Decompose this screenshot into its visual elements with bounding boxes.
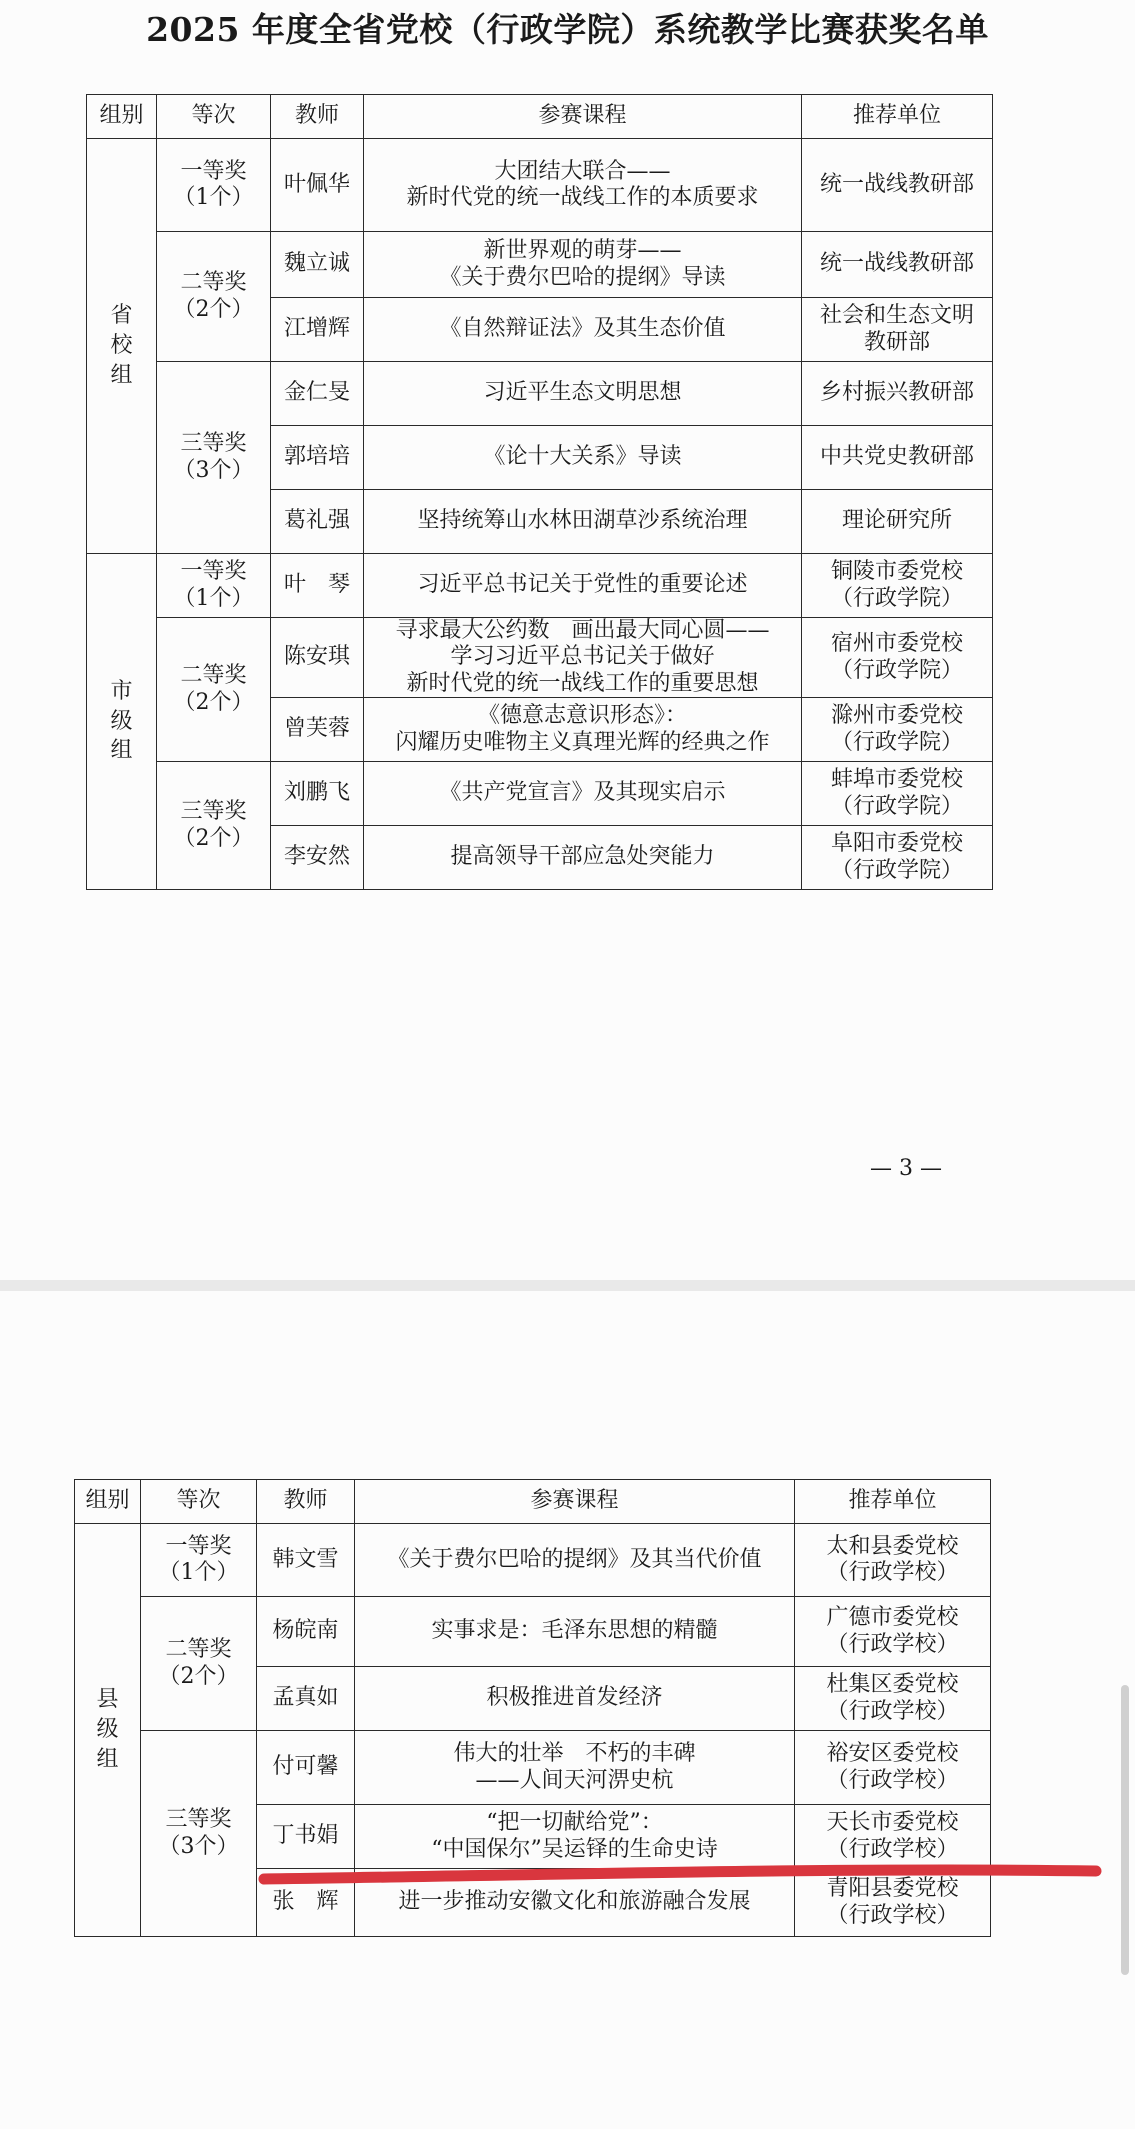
header-group: 组别 (87, 95, 157, 139)
course-cell: 提高领导干部应急处突能力 (364, 826, 802, 890)
table-row (87, 618, 993, 698)
teacher-cell: 孟真如 (257, 1667, 355, 1731)
table-row (75, 1731, 991, 1805)
course-cell: 伟大的壮举 不朽的丰碑 ——人间天河淠史杭 (355, 1731, 795, 1805)
course-cell: 《德意志意识形态》： 闪耀历史唯物主义真理光辉的经典之作 (364, 698, 802, 762)
teacher-cell: 金仁旻 (271, 362, 364, 426)
rank-cell: 一等奖 （1个） (157, 139, 271, 232)
unit-cell: 理论研究所 (802, 490, 993, 554)
unit-cell: 太和县委党校 （行政学校） (795, 1524, 991, 1597)
unit-cell: 社会和生态文明 教研部 (802, 298, 993, 362)
course-cell: 寻求最大公约数 画出最大同心圆—— 学习习近平总书记关于做好 新时代党的统一战线工作的重要思想 (364, 618, 802, 698)
course-cell: 《共产党宣言》及其现实启示 (364, 762, 802, 826)
unit-cell: 青阳县委党校 （行政学校） (795, 1869, 991, 1937)
unit-cell: 中共党史教研部 (802, 426, 993, 490)
teacher-cell: 葛礼强 (271, 490, 364, 554)
unit-cell: 铜陵市委党校 （行政学院） (802, 554, 993, 618)
unit-cell: 裕安区委党校 （行政学校） (795, 1731, 991, 1805)
unit-cell: 阜阳市委党校 （行政学院） (802, 826, 993, 890)
header-rank: 等次 (157, 95, 271, 139)
teacher-cell: 陈安琪 (271, 618, 364, 698)
scrollbar-thumb[interactable] (1121, 1685, 1129, 1975)
award-table-page-2 (74, 1479, 991, 1937)
course-cell: 大团结大联合—— 新时代党的统一战线工作的本质要求 (364, 139, 802, 232)
teacher-cell: 丁书娟 (257, 1805, 355, 1869)
header-teacher: 教师 (271, 95, 364, 139)
table-header-row (75, 1480, 991, 1524)
course-cell: 实事求是：毛泽东思想的精髓 (355, 1597, 795, 1667)
table-row (75, 1597, 991, 1667)
header-course: 参赛课程 (355, 1480, 795, 1524)
teacher-cell: 江增辉 (271, 298, 364, 362)
table-header-row (87, 95, 993, 139)
course-cell: 积极推进首发经济 (355, 1667, 795, 1731)
unit-cell: 蚌埠市委党校 （行政学院） (802, 762, 993, 826)
group-label: 省校组 (110, 303, 133, 388)
unit-cell: 统一战线教研部 (802, 232, 993, 298)
teacher-cell: 叶 琴 (271, 554, 364, 618)
award-table-page-1 (86, 94, 993, 890)
table-row (87, 139, 993, 232)
unit-cell: 滁州市委党校 （行政学院） (802, 698, 993, 762)
course-cell: 《论十大关系》导读 (364, 426, 802, 490)
course-cell: 坚持统筹山水林田湖草沙系统治理 (364, 490, 802, 554)
course-cell: 新世界观的萌芽—— 《关于费尔巴哈的提纲》导读 (364, 232, 802, 298)
teacher-cell: 李安然 (271, 826, 364, 890)
group-cell (87, 554, 157, 890)
page-number: — 3 — (870, 1156, 942, 1181)
unit-cell: 广德市委党校 （行政学校） (795, 1597, 991, 1667)
rank-cell: 二等奖 （2个） (141, 1597, 257, 1731)
table-row (87, 232, 993, 298)
header-rank: 等次 (141, 1480, 257, 1524)
teacher-cell: 魏立诚 (271, 232, 364, 298)
table-row (87, 762, 993, 826)
document-title: 2025 年度全省党校（行政学院）系统教学比赛获奖名单 (146, 10, 989, 49)
teacher-cell: 曾芙蓉 (271, 698, 364, 762)
course-cell: 进一步推动安徽文化和旅游融合发展 (355, 1869, 795, 1937)
group-cell (87, 139, 157, 554)
group-label: 县级组 (96, 1687, 119, 1772)
header-course: 参赛课程 (364, 95, 802, 139)
course-cell: 习近平生态文明思想 (364, 362, 802, 426)
header-teacher: 教师 (257, 1480, 355, 1524)
teacher-cell: 刘鹏飞 (271, 762, 364, 826)
course-cell: 《自然辩证法》及其生态价值 (364, 298, 802, 362)
unit-cell: 统一战线教研部 (802, 139, 993, 232)
header-group: 组别 (75, 1480, 141, 1524)
group-label: 市级组 (110, 679, 133, 764)
unit-cell: 乡村振兴教研部 (802, 362, 993, 426)
table-row (75, 1524, 991, 1597)
page-gap (0, 1280, 1135, 1291)
teacher-cell: 付可馨 (257, 1731, 355, 1805)
unit-cell: 宿州市委党校 （行政学院） (802, 618, 993, 698)
teacher-cell: 韩文雪 (257, 1524, 355, 1597)
header-unit: 推荐单位 (795, 1480, 991, 1524)
teacher-cell: 张 辉 (257, 1869, 355, 1937)
rank-cell: 二等奖 （2个） (157, 232, 271, 362)
teacher-cell: 叶佩华 (271, 139, 364, 232)
course-cell: 《关于费尔巴哈的提纲》及其当代价值 (355, 1524, 795, 1597)
rank-cell: 一等奖 （1个） (157, 554, 271, 618)
table-row (87, 362, 993, 426)
rank-cell: 一等奖 （1个） (141, 1524, 257, 1597)
rank-cell: 三等奖 （3个） (157, 362, 271, 554)
rank-cell: 二等奖 （2个） (157, 618, 271, 762)
teacher-cell: 杨皖南 (257, 1597, 355, 1667)
table-row (87, 554, 993, 618)
rank-cell: 三等奖 （2个） (157, 762, 271, 890)
unit-cell: 天长市委党校 （行政学校） (795, 1805, 991, 1869)
course-cell: 习近平总书记关于党性的重要论述 (364, 554, 802, 618)
header-unit: 推荐单位 (802, 95, 993, 139)
teacher-cell: 郭培培 (271, 426, 364, 490)
unit-cell: 杜集区委党校 （行政学校） (795, 1667, 991, 1731)
rank-cell: 三等奖 （3个） (141, 1731, 257, 1937)
course-cell: “把一切献给党”： “中国保尔”吴运铎的生命史诗 (355, 1805, 795, 1869)
group-cell (75, 1524, 141, 1937)
